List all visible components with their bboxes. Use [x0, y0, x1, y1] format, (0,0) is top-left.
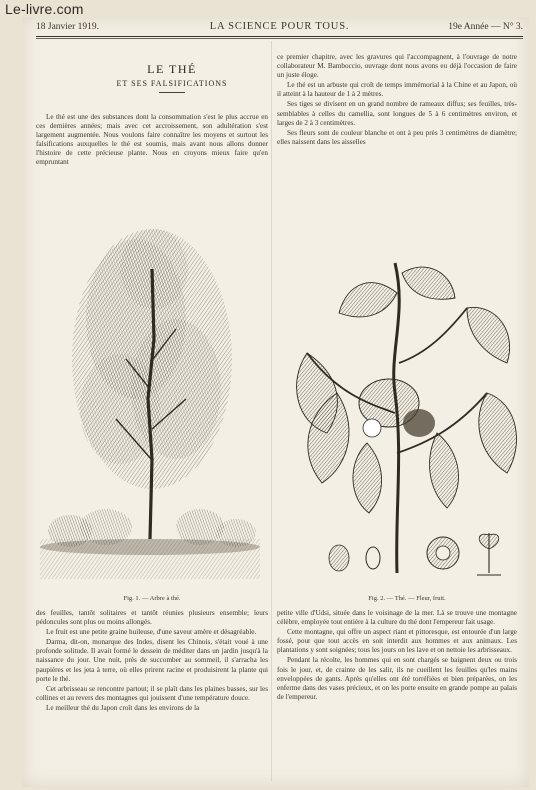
page-header	[36, 19, 523, 35]
page-fold	[271, 41, 272, 781]
column-1-bottom-text	[36, 609, 268, 779]
paragraph: ce premier chapitre, avec les gravures qui l'accompagnent, à l'ouvrage de notre collaborateur M. Bamboccio, ouvrage dont nous avons eu déjà l'occasion de faire un juste éloge.	[277, 53, 517, 80]
paragraph: Le thé est un arbuste qui croît de temps immémorial à la Chine et au Japon, où il atteint à la hauteur de 1 à 2 mètres.	[277, 81, 517, 99]
journal-title: LA SCIENCE POUR TOUS.	[209, 21, 350, 32]
paragraph: Le meilleur thé du Japon croît dans les environs de la	[46, 703, 200, 712]
article-title: LE THÉ	[147, 62, 197, 76]
paragraph: petite ville d'Udsi, située dans le voisinage de la mer. Là se trouve une montagne célèbre, employée tout entière à la culture du thé dont l'empereur fait usage.	[277, 609, 517, 627]
article-subtitle: ET SES FALSIFICATIONS	[116, 79, 228, 88]
figure-2-caption: Fig. 2. — Thé. — Fleur, fruit.	[368, 595, 446, 602]
paragraph: Ses fleurs sont de couleur blanche et ont à peu près 3 centimètres de diamètre; elles naissent dans les aisselles	[277, 128, 517, 146]
paragraph: Le fruit est une petite graine huileuse, d'une saveur amère et désagréable.	[46, 628, 257, 637]
newspaper-page	[22, 17, 529, 787]
tea-tree-engraving	[36, 209, 264, 589]
column-2-bottom-text	[277, 609, 517, 779]
figure-1-caption: Fig. 1. — Arbre à thé.	[123, 595, 181, 602]
issue-date: 18 Janvier 1919.	[36, 22, 100, 32]
issue-number: 19e Année — N° 3.	[448, 22, 523, 32]
paragraph: Pendant la récolte, les hommes qui en sont chargés se baignent deux ou trois fois le jour, et, de crainte de les salir, ils ne cueillent les feuilles qu'les mains enveloppées de gants. Après qu'elles ont été torréfiées et bien préparées, on les enferme dans des vases précieux, et on les porte ensuite en grande pompe au palais de l'empereur.	[277, 656, 517, 701]
paragraph: Le thé est une des substances dont la consommation s'est le plus accrue en ces dernières années; mais avec cet accroissement, son adultération s'est largement augmentée. Nous voulons faire connaître les moyens et surtout les falsifications auxquelles le thé est soumis, mais avant nous allons donner l'histoire de cette précieuse plante. Nous en croyons mieux faire qu'en empruntant	[36, 113, 268, 167]
article-title-block	[92, 62, 252, 93]
paragraph: des feuilles, tantôt solitaires et tantôt réunies plusieurs ensemble; leurs pédoncules sont plus ou moins allongés.	[36, 609, 268, 627]
column-1-top-text	[36, 113, 268, 223]
site-watermark: Le-livre.com	[5, 1, 84, 17]
paragraph: Ses tiges se divisent en un grand nombre de rameaux diffus; ses feuilles, très-semblables à celles du camellia, sont longues de 5 à 6 centimètres environ, et larges de 2 à 3 centimètres.	[277, 100, 517, 127]
column-2-top-text	[277, 53, 517, 249]
header-rule	[36, 36, 523, 37]
title-separator	[159, 92, 185, 93]
header-rule-thin	[36, 38, 523, 39]
paragraph: Cette montagne, qui offre un aspect riant et pittoresque, est entourée d'un large fossé, pour que tout accès en soit interdit aux hommes et aux animaux. Les plantations y sont soignées; tous les jours on les lave et on nettoie les arbrisseaux.	[277, 628, 517, 655]
paragraph: Darma, dit-on, monarque des Indes, disent les Chinois, s'était voué à une profonde solitude. Il avait formé le dessein de méditer dans un jardin jusqu'à la naissance du jour. Une nuit, près de succomber au sommeil, il s'arracha les paupières et les jeta à terre, où elles prirent racine et produisirent la plante qui porte le thé.	[36, 638, 268, 683]
paragraph: Cet arbrisseau se rencontre partout; il se plaît dans les plaines basses, sur les collines et au revers des montagnes qui jouissent d'une température douce.	[36, 684, 268, 702]
tea-branch-engraving	[277, 253, 527, 593]
